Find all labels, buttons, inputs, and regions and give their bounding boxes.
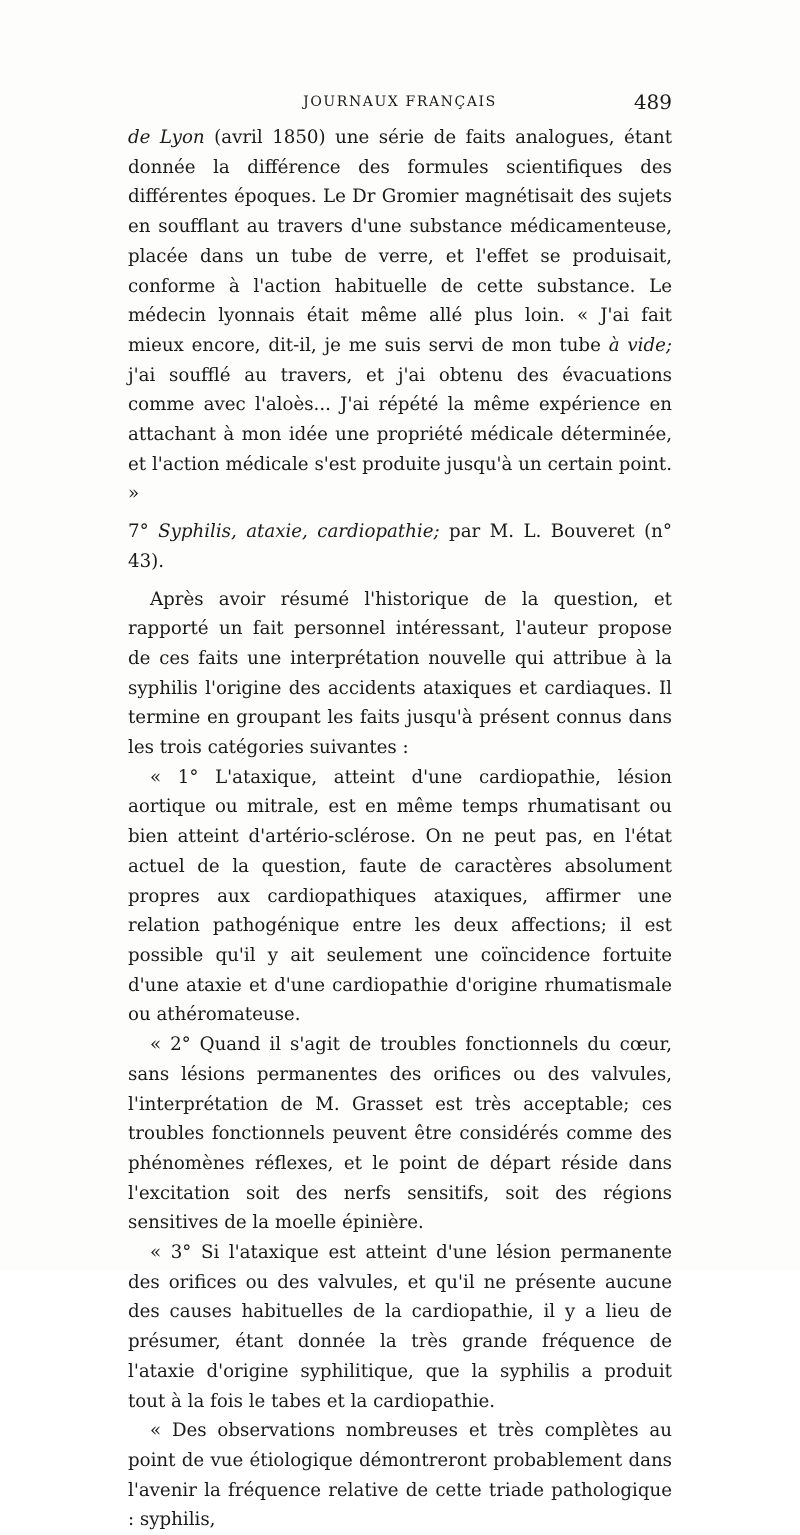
paragraph-text: (avril 1850) une série de faits analogues, étant donnée la différence des formules scientifiques des différentes époques. Le Dr Gromier magnétisait des sujets en soufflant au travers d'une substance médicamenteuse, placée dans un tube de verre, et l'effet se produisait, conforme à l'action habituelle de cette substance. Le médecin lyonnais était même allé plus loin. « J'ai fait mieux encore, dit-il, je me suis servi de mon tube xyxy=(128,127,672,356)
section-number: 7° xyxy=(128,521,159,543)
quoted-paragraph-4: « Des observations nombreuses et très complètes au point de vue étiologique démontreront probablement dans l'avenir la fréquence relative de cette triade pathologique : syphilis, xyxy=(128,1420,672,1531)
page-number: 489 xyxy=(633,90,672,114)
paragraph: Après avoir résumé l'historique de la question, et rapporté un fait personnel intéressant, l'auteur propose de ces faits une interprétation nouvelle qui attribue à la syphilis l'origine des accidents ataxiques et cardiaques. Il termine en groupant les faits jusqu'à présent connus dans les trois catégories suivantes : xyxy=(128,588,672,759)
quoted-paragraph-1: « 1° L'ataxique, atteint d'une cardiopathie, lésion aortique ou mitrale, est en même temps rhumatisant ou bien atteint d'artério-sclérose. On ne peut pas, en l'état actuel de la question, faute de caractères absolument propres aux cardiopathiques ataxiques, affirmer une relation pathogénique entre les deux affections; il est possible qu'il y ait seulement une coïncidence fortuite d'une ataxie et d'une cardiopathie d'origine rhumatismale ou athéromateuse. xyxy=(128,766,672,1026)
running-head: JOURNAUX FRANÇAIS xyxy=(303,94,497,110)
paragraph-continuation xyxy=(128,123,672,509)
quoted-paragraph-2: « 2° Quand il s'agit de troubles fonctionnels du cœur, sans lésions permanentes des orifices ou des valvules, l'interprétation de M. Grasset est très acceptable; ces troubles fonctionnels peuvent être considérés comme des phénomènes réflexes, et le point de départ réside dans l'excitation soit des nerfs sensitifs, soit des régions sensitives de la moelle épinière. xyxy=(128,1034,672,1234)
italic-text: de Lyon xyxy=(128,127,205,148)
section-title: Syphilis, ataxie, cardiopathie; xyxy=(158,521,440,543)
page-header xyxy=(128,90,672,118)
quoted-paragraph-3: « 3° Si l'ataxique est atteint d'une lésion permanente des orifices ou des valvules, et qu'il ne présente aucune des causes habituelles de la cardiopathie, il y a lieu de présumer, étant donnée la très grande fréquence de l'ataxie d'origine syphilitique, que la syphilis a produit tout à la fois le tabes et la cardiopathie. xyxy=(128,1242,672,1412)
paragraph-text: j'ai soufflé au travers, et j'ai obtenu des évacuations comme avec l'aloès... J'ai répété la même expérience en attachant à mon idée une propriété médicale déterminée, et l'action médicale s'est produite jusqu'à un certain point. » xyxy=(128,364,672,505)
section-heading xyxy=(128,517,672,576)
section-reference: par M. L. Bouveret (n° 43). xyxy=(128,521,672,572)
italic-text: à vide; xyxy=(608,334,673,356)
body-text xyxy=(128,123,672,1535)
